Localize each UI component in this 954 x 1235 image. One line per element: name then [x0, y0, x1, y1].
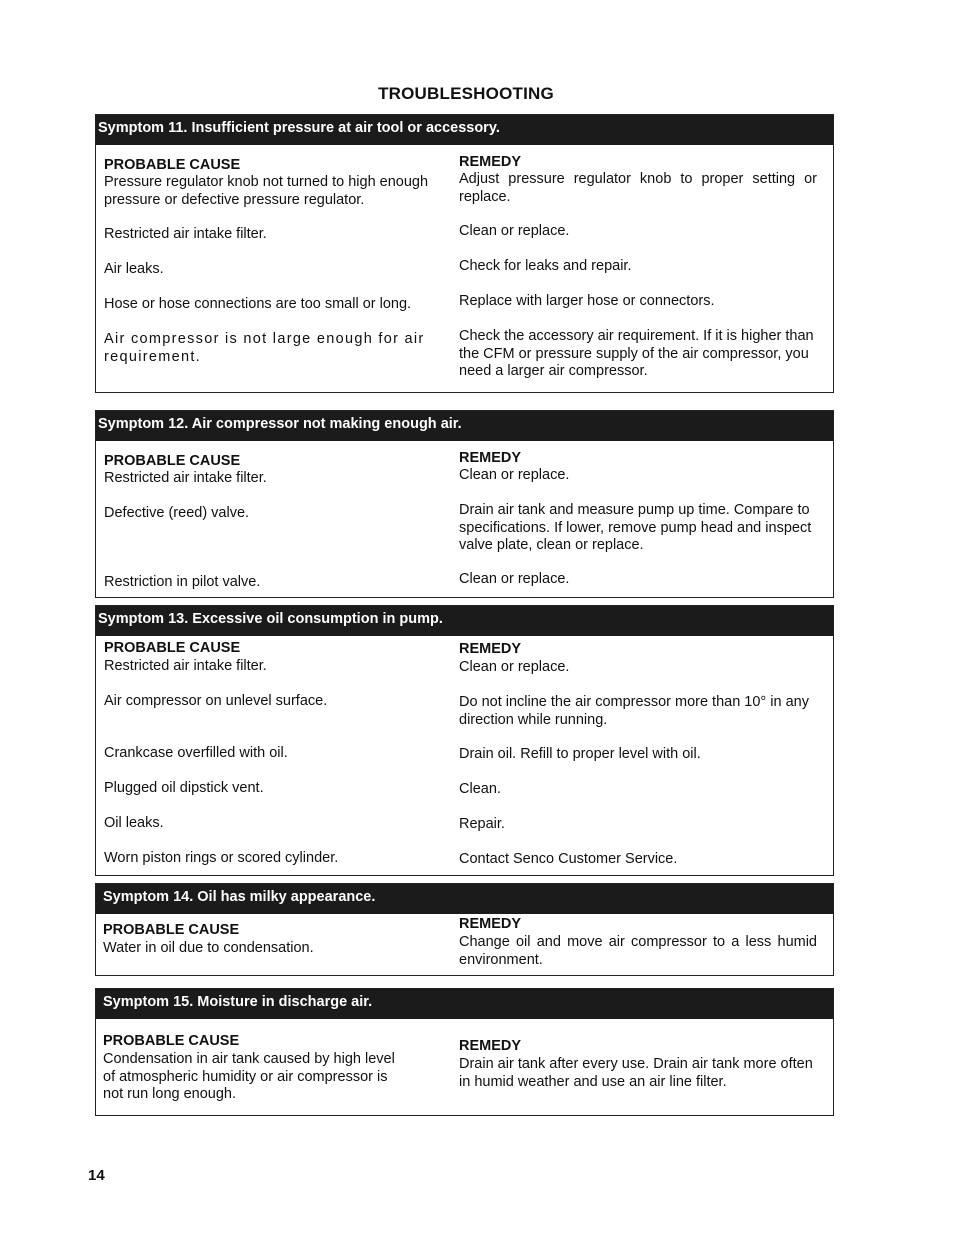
remedy-text: Check the accessory air requirement. If it is higher than the CFM or pressure supply of the air compressor, you need a larger air compressor.	[459, 328, 814, 379]
symptom-15-section	[95, 988, 834, 1116]
probable-cause-heading: PROBABLE CAUSE	[103, 922, 240, 938]
remedy-text: Drain air tank and measure pump up time. Compare to specifications. If lower, remove pump head and inspect valve plate, clean or replace.	[459, 502, 812, 553]
symptom-12-section	[95, 410, 834, 598]
cause-text: Worn piston rings or scored cylinder.	[104, 850, 339, 866]
probable-cause-heading: PROBABLE CAUSE	[104, 453, 241, 469]
cause-text: Restriction in pilot valve.	[104, 574, 261, 590]
remedy-text: Repair.	[459, 816, 505, 832]
cause-text: Oil leaks.	[104, 815, 164, 831]
remedy-heading: REMEDY	[459, 641, 522, 657]
remedy-heading: REMEDY	[459, 450, 522, 466]
cause-text: Pressure regulator knob not turned to high enough pressure or defective pressure regulator.	[104, 174, 429, 208]
cause-text: Crankcase overfilled with oil.	[104, 745, 288, 761]
symptom-14-section	[95, 883, 834, 976]
remedy-text: Do not incline the air compressor more than 10° in any direction while running.	[459, 694, 809, 728]
page-number: 14	[88, 1167, 105, 1184]
remedy-text: Check for leaks and repair.	[459, 258, 632, 274]
remedy-text: Drain air tank after every use. Drain air tank more often in humid weather and use an air line filter.	[459, 1056, 813, 1090]
probable-cause-heading: PROBABLE CAUSE	[104, 157, 241, 173]
symptom-13-header: Symptom 13. Excessive oil consumption in pump.	[96, 606, 833, 636]
symptom-15-header: Symptom 15. Moisture in discharge air.	[96, 989, 833, 1019]
remedy-text: Clean.	[459, 781, 501, 797]
symptom-11-section	[95, 114, 834, 393]
remedy-text: Clean or replace.	[459, 571, 570, 587]
remedy-text: Replace with larger hose or connectors.	[459, 293, 715, 309]
cause-text: Plugged oil dipstick vent.	[104, 780, 264, 796]
remedy-heading: REMEDY	[459, 916, 522, 932]
cause-text: Water in oil due to condensation.	[103, 940, 314, 956]
cause-text: Defective (reed) valve.	[104, 505, 250, 521]
cause-text: Hose or hose connections are too small or long.	[104, 296, 412, 312]
symptom-12-header: Symptom 12. Air compressor not making enough air.	[96, 411, 833, 441]
remedy-text: Change oil and move air compressor to a less humid environment.	[459, 934, 817, 968]
cause-text: Air leaks.	[104, 261, 164, 277]
symptom-11-header: Symptom 11. Insufficient pressure at air tool or accessory.	[96, 115, 833, 145]
remedy-heading: REMEDY	[459, 1038, 522, 1054]
cause-text: Restricted air intake filter.	[104, 470, 267, 486]
cause-text: Condensation in air tank caused by high level of atmospheric humidity or air compressor is not run long enough.	[103, 1051, 395, 1102]
cause-text: Restricted air intake filter.	[104, 658, 267, 674]
symptom-14-header: Symptom 14. Oil has milky appearance.	[96, 884, 833, 914]
probable-cause-heading: PROBABLE CAUSE	[103, 1033, 240, 1049]
page-title: TROUBLESHOOTING	[378, 84, 554, 103]
cause-text: Air compressor on unlevel surface.	[104, 693, 328, 709]
symptom-13-section	[95, 605, 834, 876]
cause-text: Restricted air intake filter.	[104, 226, 267, 242]
remedy-text: Adjust pressure regulator knob to proper setting or replace.	[459, 171, 817, 205]
remedy-text: Clean or replace.	[459, 659, 570, 675]
remedy-text: Clean or replace.	[459, 223, 570, 239]
cause-text: Air compressor is not large enough for air requirement.	[104, 331, 425, 365]
remedy-text: Drain oil. Refill to proper level with oil.	[459, 746, 701, 762]
remedy-text: Clean or replace.	[459, 467, 570, 483]
remedy-heading: REMEDY	[459, 154, 522, 170]
probable-cause-heading: PROBABLE CAUSE	[104, 640, 241, 656]
remedy-text: Contact Senco Customer Service.	[459, 851, 678, 867]
